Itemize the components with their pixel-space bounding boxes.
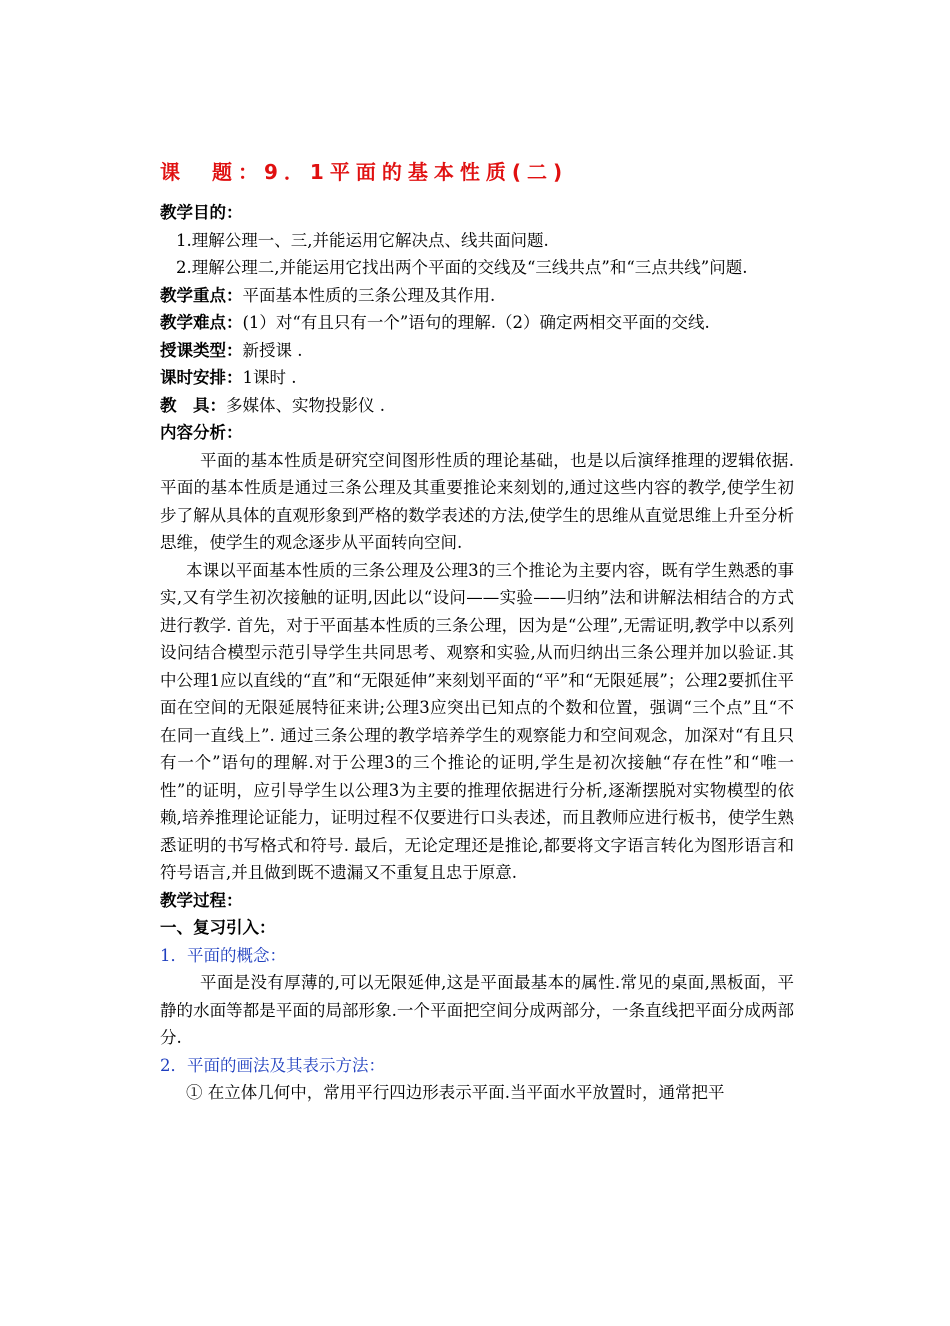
analysis-paragraph-2: 本课以平面基本性质的三条公理及公理3的三个推论为主要内容，既有学生熟悉的事实,又有学生初次接触的证明,因此以“设问——实验——归纳”法和讲解法相结合的方式进行教学. 首先，对于平面基本性质的三条公理，因为是“公理”,无需证明,教学中以系列设问结合模型示范引导学生共同思考、观察和实验,从而归纳出三条公理并加以验证.其中公理1应以直线的“直”和“无限延伸”来刻划平面的“平”和“无限延展”；公理2要抓住平面在空间的无限延展特征来讲;公理3应突出已知点的个数和位置，强调“三个点”且“不在同一直线上”. 通过三条公理的教学培养学生的观察能力和空间观念，加深对“有且只有一个”语句的理解.对于公理3的三个推论的证明,学生是初次接触“存在性”和“唯一性”的证明，应引导学生以公理3为主要的推理依据进行分析,逐渐摆脱对实物模型的依赖,培养推理论证能力，证明过程不仅要进行口头表述，而且教师应进行板书，使学生熟悉证明的书写格式和符号. 最后，无论定理还是推论,都要将文字语言转化为图形语言和符号语言,并且做到既不遗漏又不重复且忠于原意.: [160, 560, 794, 882]
tools-row: [160, 392, 794, 420]
tools-label: 教 具：: [160, 395, 226, 415]
analysis-label: 内容分析：: [160, 423, 243, 442]
difficulty-text: (1）对“有且只有一个”语句的理解.（2）确定两相交平面的交线.: [242, 313, 710, 332]
analysis-paragraph-1: 平面的基本性质是研究空间图形性质的理论基础，也是以后演绎推理的逻辑依据.平面的基本性质是通过三条公理及其重要推论来刻划的,通过这些内容的教学,使学生初步了解从具体的直观形象到严格的数学表述的方法,使学生的思维从直觉思维上升至分析思维，使学生的观念逐步从平面转向空间.: [160, 450, 794, 552]
section-review-heading: 一、复习引入：: [160, 918, 276, 937]
schedule-label: 课时安排：: [160, 368, 243, 387]
schedule-text: 1课时 .: [242, 368, 297, 387]
item-2-text: ① 在立体几何中，常用平行四边形表示平面.当平面水平放置时，通常把平: [186, 1083, 725, 1102]
key-point-row: [160, 282, 794, 310]
lesson-type-row: [160, 337, 794, 365]
difficulty-row: [160, 309, 794, 337]
objective-item-2: 2.理解公理二,并能运用它找出两个平面的交线及“三线共点”和“三点共线”问题.: [176, 258, 748, 277]
item-1-text: 平面是没有厚薄的,可以无限延伸,这是平面最基本的属性.常见的桌面,黑板面，平静的水面等都是平面的局部形象.一个平面把空间分成两部分，一条直线把平面分成两部分.: [160, 973, 794, 1047]
process-label: 教学过程：: [160, 890, 243, 910]
objective-item-1: 1.理解公理一、三,并能运用它解决点、线共面问题.: [176, 230, 549, 250]
lesson-type-label: 授课类型：: [160, 340, 243, 360]
difficulty-label: 教学难点：: [160, 313, 243, 332]
tools-text: 多媒体、实物投影仪 .: [226, 395, 385, 415]
document-page: [160, 155, 794, 1107]
lesson-type-text: 新授课 .: [242, 340, 303, 360]
lesson-title: 课 题：9．1平面的基本性质(二): [160, 160, 569, 184]
objectives-label: 教学目的：: [160, 203, 243, 222]
key-point-text: 平面基本性质的三条公理及其作用.: [242, 285, 496, 305]
item-2-title: 2．平面的画法及其表示方法：: [160, 1055, 385, 1075]
item-1-title: 1．平面的概念：: [160, 945, 286, 965]
schedule-row: [160, 364, 794, 392]
key-point-label: 教学重点：: [160, 285, 243, 305]
